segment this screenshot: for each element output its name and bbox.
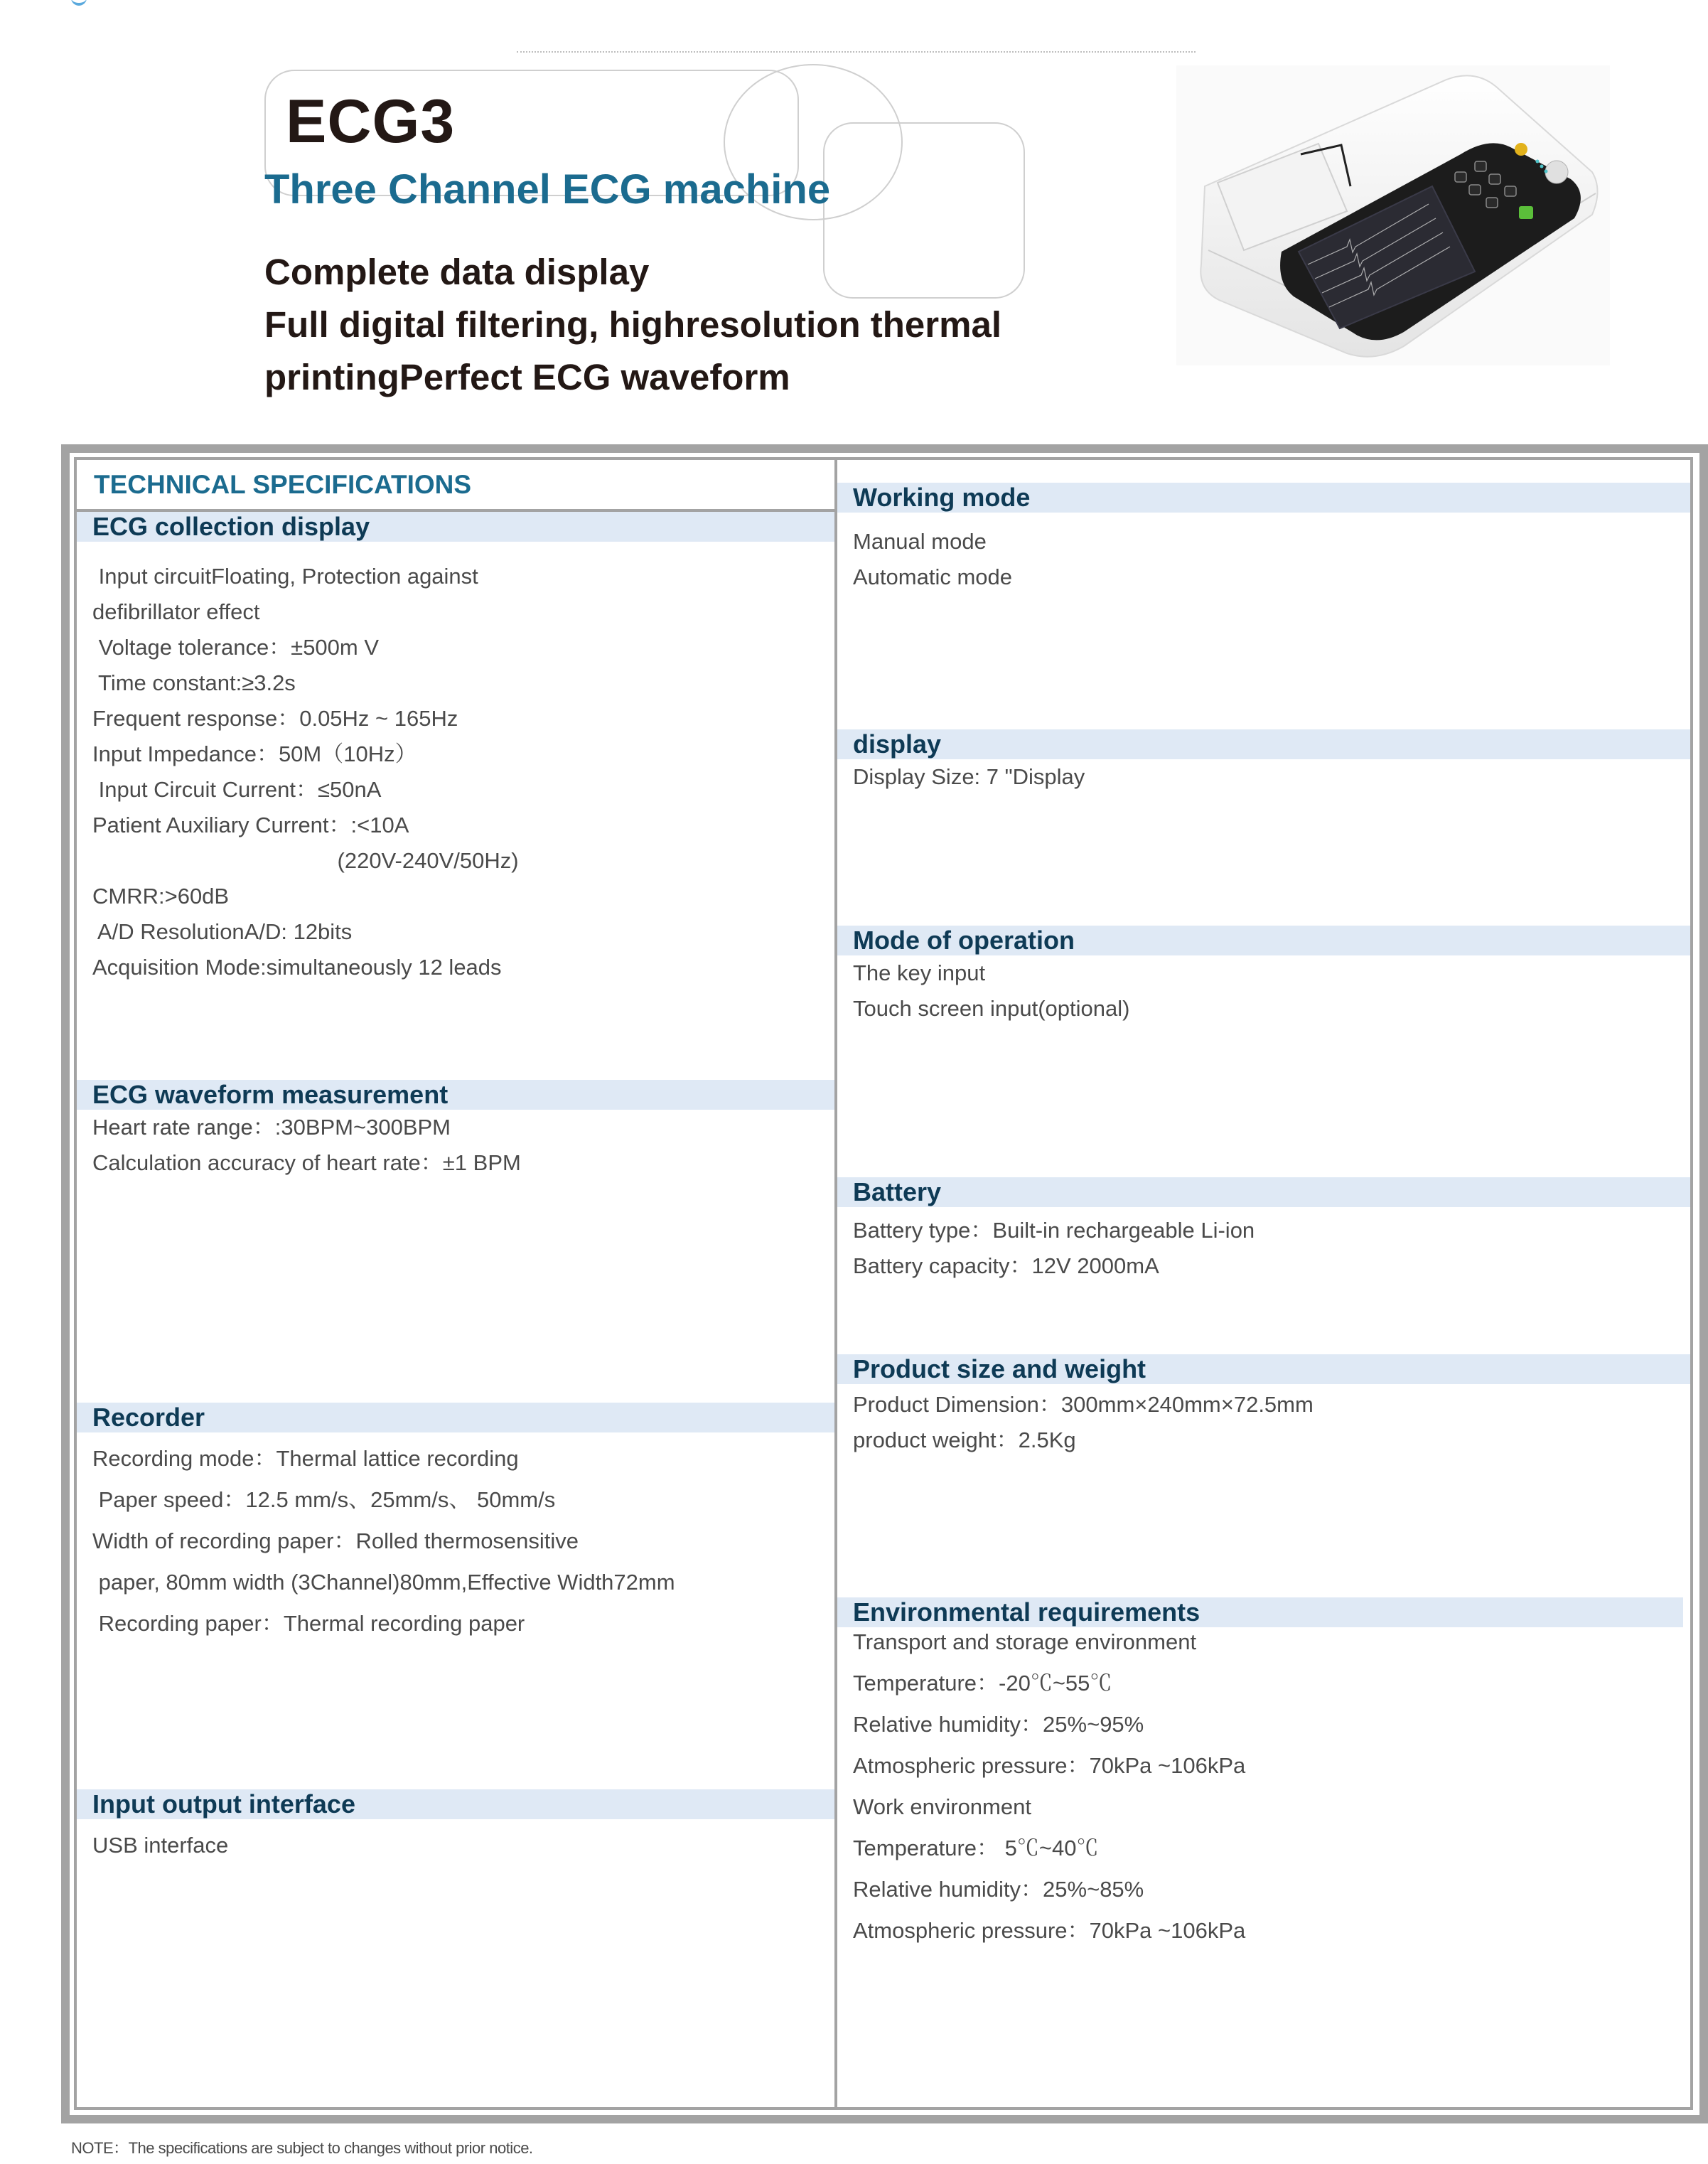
spec-line: Atmospheric pressure：70kPa ~106kPa: [853, 1753, 1246, 1778]
section-body: [853, 1213, 1255, 1284]
section-working-mode: [837, 483, 1690, 589]
spec-line: Patient Auxiliary Current：:<10A: [92, 813, 409, 837]
section-heading: Mode of operation: [837, 926, 1690, 955]
section-heading: ECG collection display: [77, 512, 834, 542]
spec-line: CMRR:>60dB: [92, 884, 230, 909]
specs-title: TECHNICAL SPECIFICATIONS: [94, 470, 472, 499]
spec-line: paper, 80mm width (3Channel)80mm,Effective Width72mm: [92, 1570, 675, 1595]
spec-line: Relative humidity：25%~85%: [853, 1877, 1144, 1902]
section-heading: Recorder: [77, 1403, 834, 1432]
spec-line: Calculation accuracy of heart rate：±1 BPM: [92, 1150, 521, 1175]
spec-line: A/D ResolutionA/D: 12bits: [92, 919, 353, 944]
spec-line: Display Size: 7 "Display: [853, 764, 1085, 789]
spec-line: Voltage tolerance：±500m V: [92, 635, 380, 660]
spec-line: defibrillator effect: [92, 599, 260, 624]
section-body: [853, 524, 1012, 595]
feature-taglines: [264, 246, 1001, 404]
spec-line: Frequent response：0.05Hz ~ 165Hz: [92, 706, 458, 731]
section-display: [837, 729, 1690, 789]
section-heading: display: [837, 729, 1690, 759]
logo-fragment: [71, 0, 87, 6]
section-body: [853, 1622, 1245, 1951]
spec-line: Battery type：Built-in rechargeable Li-ion: [853, 1218, 1255, 1243]
section-mode-of-operation: [837, 926, 1690, 1021]
spec-line: Battery capacity：12V 2000mA: [853, 1253, 1159, 1278]
tagline: Full digital filtering, highresolution thermal: [264, 304, 1002, 345]
section-ecg-waveform-measurement: [77, 1080, 834, 1175]
section-heading: Battery: [837, 1177, 1690, 1207]
spec-line: USB interface: [92, 1833, 229, 1858]
section-body: [853, 1387, 1314, 1458]
spec-line: product weight：2.5Kg: [853, 1428, 1076, 1452]
spec-line: Paper speed：12.5 mm/s、25mm/s、 50mm/s: [92, 1487, 556, 1512]
product-subtitle: Three Channel ECG machine: [264, 166, 831, 213]
spec-line: Manual mode: [853, 529, 987, 554]
spec-line: Recording mode：Thermal lattice recording: [92, 1446, 519, 1471]
tagline: Complete data display: [264, 252, 650, 292]
section-heading: Input output interface: [77, 1789, 834, 1819]
spec-line: Atmospheric pressure：70kPa ~106kPa: [853, 1918, 1246, 1943]
spec-line: Product Dimension：300mm×240mm×72.5mm: [853, 1392, 1314, 1417]
section-body: [853, 759, 1085, 795]
section-body: [92, 1438, 675, 1644]
section-recorder: [77, 1403, 834, 1636]
dotted-divider: [517, 51, 1196, 53]
spec-line: Relative humidity：25%~95%: [853, 1712, 1144, 1737]
section-environmental-requirements: [837, 1597, 1683, 1943]
spec-line: Work environment: [853, 1794, 1031, 1819]
spec-line: Recording paper：Thermal recording paper: [92, 1611, 525, 1636]
spec-line: Input circuitFloating, Protection against: [92, 564, 478, 589]
section-heading: Working mode: [837, 483, 1690, 513]
section-battery: [837, 1177, 1690, 1278]
section-body: [853, 955, 1129, 1027]
spec-line: (220V-240V/50Hz): [92, 848, 519, 873]
spec-line: Transport and storage environment: [853, 1629, 1197, 1654]
column-divider: [834, 457, 837, 2110]
spec-line: Input Circuit Current：≤50nA: [92, 777, 382, 802]
spec-line: Temperature：-20℃~55℃: [853, 1671, 1112, 1696]
section-input-output-interface: [77, 1789, 834, 1858]
section-body: [92, 1110, 521, 1181]
spec-line: Input Impedance：50M（10Hz）: [92, 741, 417, 766]
model-name: ECG3: [286, 87, 456, 156]
section-ecg-collection-display: [77, 512, 834, 980]
spec-line: Width of recording paper：Rolled thermosensitive: [92, 1528, 579, 1553]
section-heading: Environmental requirements: [837, 1597, 1683, 1627]
section-heading: ECG waveform measurement: [77, 1080, 834, 1110]
spec-line: Temperature： 5℃~40℃: [853, 1836, 1099, 1860]
section-heading: Product size and weight: [837, 1354, 1690, 1384]
section-body: [92, 1828, 228, 1863]
spec-line: The key input: [853, 960, 986, 985]
ecg-machine-illustration: [1176, 65, 1610, 365]
spec-line: Heart rate range：:30BPM~300BPM: [92, 1115, 451, 1140]
spec-line: Time constant:≥3.2s: [92, 670, 296, 695]
footer-note: NOTE：The specifications are subject to changes without prior notice.: [71, 2139, 533, 2157]
spec-line: Acquisition Mode:simultaneously 12 leads: [92, 955, 502, 980]
product-image: [1176, 65, 1610, 365]
section-product-size-weight: [837, 1354, 1690, 1452]
tagline: printingPerfect ECG waveform: [264, 357, 790, 397]
spec-line: Touch screen input(optional): [853, 996, 1130, 1021]
section-body: [92, 559, 519, 985]
spec-line: Automatic mode: [853, 564, 1012, 589]
